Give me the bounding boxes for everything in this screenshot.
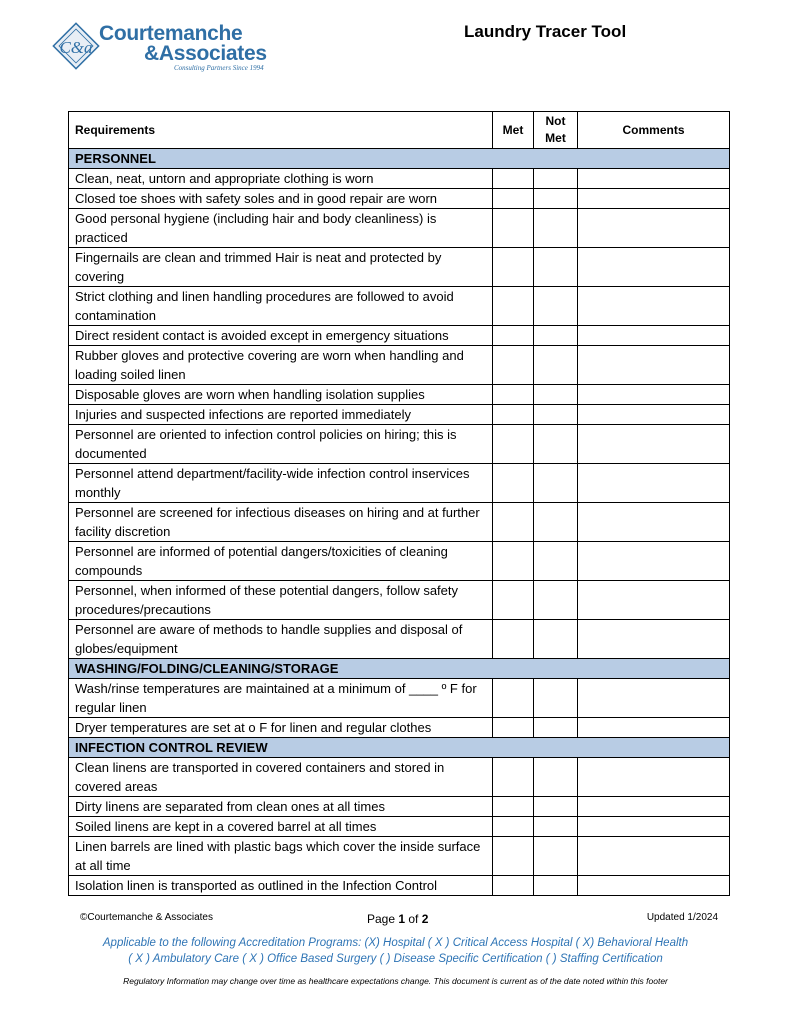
requirement-cell: Direct resident contact is avoided except in emergency situations [69,326,493,346]
not-met-cell[interactable] [534,758,578,797]
not-met-cell[interactable] [534,248,578,287]
not-met-cell[interactable] [534,385,578,405]
requirement-cell: Soiled linens are kept in a covered barrel at all times [69,817,493,837]
comments-cell[interactable] [578,189,730,209]
section-header-row [69,738,730,758]
company-logo [52,22,282,74]
requirement-cell: Personnel attend department/facility-wide infection control inservices monthly [69,464,493,503]
not-met-cell[interactable] [534,464,578,503]
header-met: Met [493,112,534,149]
requirement-cell: Personnel are screened for infectious diseases on hiring and at further facility discretion [69,503,493,542]
svg-text:C&a: C&a [59,38,93,57]
logo-name-line1: Courtemanche [99,22,243,45]
comments-cell[interactable] [578,758,730,797]
table-row [69,464,730,503]
requirement-cell: Isolation linen is transported as outlined in the Infection Control [69,876,493,896]
not-met-cell[interactable] [534,797,578,817]
requirement-cell: Dryer temperatures are set at o F for linen and regular clothes [69,718,493,738]
requirement-cell: Closed toe shoes with safety soles and in good repair are worn [69,189,493,209]
met-cell[interactable] [493,581,534,620]
requirement-cell: Dirty linens are separated from clean ones at all times [69,797,493,817]
comments-cell[interactable] [578,287,730,326]
requirement-cell: Disposable gloves are worn when handling isolation supplies [69,385,493,405]
table-row [69,425,730,464]
tracer-table [68,111,730,896]
footer-updated: Updated 1/2024 [646,912,718,923]
not-met-cell[interactable] [534,169,578,189]
regulatory-note: Regulatory Information may change over time as healthcare expectations change. This document is current as of the date noted within this footer [123,976,668,986]
page-of: of [405,912,422,926]
requirement-cell: Clean, neat, untorn and appropriate clothing is worn [69,169,493,189]
requirement-cell: Rubber gloves and protective covering are worn when handling and loading soiled linen [69,346,493,385]
table-row [69,797,730,817]
logo-tagline: Consulting Partners Since 1994 [174,64,264,72]
comments-cell[interactable] [578,876,730,896]
table-row [69,405,730,425]
met-cell[interactable] [493,620,534,659]
footer-copyright: ©Courtemanche & Associates [80,912,213,923]
table-row [69,817,730,837]
not-met-cell[interactable] [534,326,578,346]
comments-cell[interactable] [578,620,730,659]
logo-diamond-icon [52,22,100,70]
comments-cell[interactable] [578,425,730,464]
table-row [69,837,730,876]
requirement-cell: Strict clothing and linen handling procedures are followed to avoid contamination [69,287,493,326]
section-title: INFECTION CONTROL REVIEW [69,738,730,758]
met-cell[interactable] [493,287,534,326]
page-prefix: Page [367,912,399,926]
met-cell[interactable] [493,718,534,738]
comments-cell[interactable] [578,679,730,718]
not-met-cell[interactable] [534,209,578,248]
requirement-cell: Linen barrels are lined with plastic bags which cover the inside surface at all time [69,837,493,876]
comments-cell[interactable] [578,385,730,405]
table-row [69,581,730,620]
table-row [69,385,730,405]
not-met-cell[interactable] [534,189,578,209]
table-header-row [69,112,730,149]
comments-cell[interactable] [578,837,730,876]
tracer-table-body [69,149,730,896]
section-header-row [69,659,730,679]
comments-cell[interactable] [578,209,730,248]
comments-cell[interactable] [578,817,730,837]
comments-cell[interactable] [578,346,730,385]
applicable-programs-line1: Applicable to the following Accreditation Programs: (X) Hospital ( X ) Critical Access Hospital ( X) Behavioral Health [102,937,689,949]
requirement-cell: Wash/rinse temperatures are maintained at a minimum of ____ º F for regular linen [69,679,493,718]
section-title: WASHING/FOLDING/CLEANING/STORAGE [69,659,730,679]
comments-cell[interactable] [578,248,730,287]
met-cell[interactable] [493,346,534,385]
met-cell[interactable] [493,425,534,464]
met-cell[interactable] [493,464,534,503]
table-row [69,248,730,287]
met-cell[interactable] [493,837,534,876]
not-met-cell[interactable] [534,405,578,425]
met-cell[interactable] [493,503,534,542]
not-met-cell[interactable] [534,581,578,620]
table-row [69,189,730,209]
comments-cell[interactable] [578,797,730,817]
table-row [69,287,730,326]
comments-cell[interactable] [578,503,730,542]
table-row [69,620,730,659]
page-number [367,912,428,926]
comments-cell[interactable] [578,464,730,503]
header-not-met: Not Met [534,112,578,149]
table-row [69,718,730,738]
page-total: 2 [421,912,429,926]
met-cell[interactable] [493,405,534,425]
table-row [69,876,730,896]
not-met-cell[interactable] [534,817,578,837]
met-cell[interactable] [493,876,534,896]
requirement-cell: Personnel, when informed of these potential dangers, follow safety procedures/precautions [69,581,493,620]
met-cell[interactable] [493,248,534,287]
met-cell[interactable] [493,817,534,837]
not-met-cell[interactable] [534,346,578,385]
requirement-cell: Personnel are informed of potential dangers/toxicities of cleaning compounds [69,542,493,581]
table-row [69,503,730,542]
met-cell[interactable] [493,169,534,189]
comments-cell[interactable] [578,581,730,620]
met-cell[interactable] [493,385,534,405]
met-cell[interactable] [493,758,534,797]
not-met-cell[interactable] [534,837,578,876]
table-row [69,758,730,797]
document-title: Laundry Tracer Tool [464,22,627,41]
applicable-programs-line2: ( X ) Ambulatory Care ( X ) Office Based Surgery ( ) Disease Specific Certification ( ) Staffing Certification [128,953,663,965]
table-row [69,326,730,346]
requirement-cell: Injuries and suspected infections are reported immediately [69,405,493,425]
table-row [69,169,730,189]
requirement-cell: Personnel are aware of methods to handle supplies and disposal of globes/equipment [69,620,493,659]
requirement-cell: Personnel are oriented to infection control policies on hiring; this is documented [69,425,493,464]
comments-cell[interactable] [578,326,730,346]
not-met-cell[interactable] [534,718,578,738]
comments-cell[interactable] [578,718,730,738]
table-row [69,346,730,385]
not-met-cell[interactable] [534,876,578,896]
header-requirements: Requirements [69,112,493,149]
comments-cell[interactable] [578,169,730,189]
met-cell[interactable] [493,679,534,718]
met-cell[interactable] [493,189,534,209]
met-cell[interactable] [493,209,534,248]
not-met-cell[interactable] [534,542,578,581]
requirement-cell: Good personal hygiene (including hair and body cleanliness) is practiced [69,209,493,248]
comments-cell[interactable] [578,405,730,425]
table-row [69,542,730,581]
met-cell[interactable] [493,797,534,817]
not-met-cell[interactable] [534,679,578,718]
comments-cell[interactable] [578,542,730,581]
table-row [69,209,730,248]
page-current: 1 [398,912,406,926]
logo-name-line2: &Associates [144,42,267,65]
not-met-cell[interactable] [534,620,578,659]
table-row [69,679,730,718]
requirement-cell: Fingernails are clean and trimmed Hair is neat and protected by covering [69,248,493,287]
not-met-cell[interactable] [534,503,578,542]
header-comments: Comments [578,112,730,149]
met-cell[interactable] [493,542,534,581]
met-cell[interactable] [493,326,534,346]
section-title: PERSONNEL [69,149,730,169]
section-header-row [69,149,730,169]
requirement-cell: Clean linens are transported in covered containers and stored in covered areas [69,758,493,797]
not-met-cell[interactable] [534,425,578,464]
not-met-cell[interactable] [534,287,578,326]
